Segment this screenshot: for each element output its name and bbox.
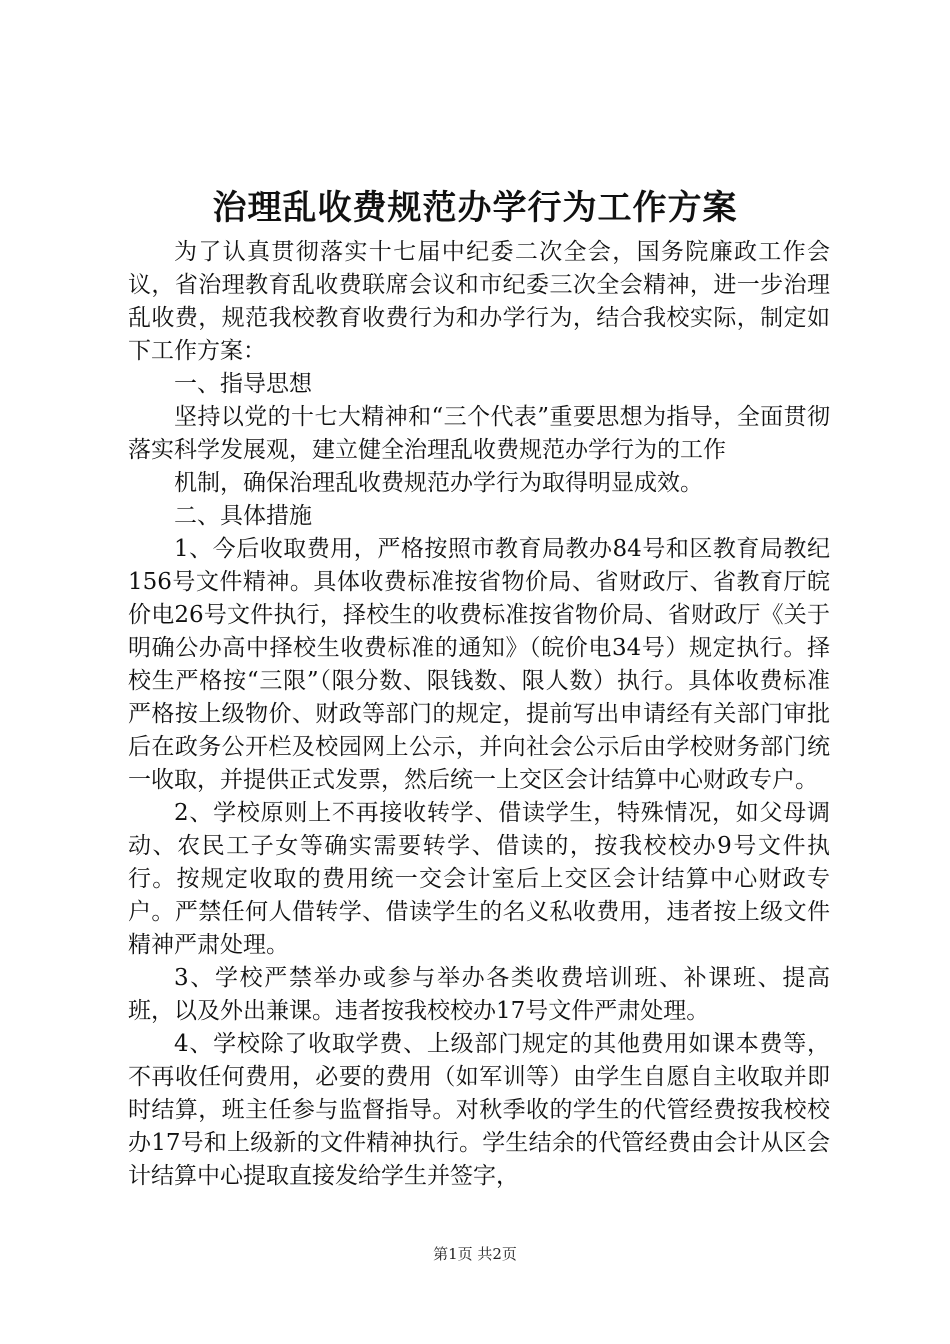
document-title: 治理乱收费规范办学行为工作方案	[212, 188, 738, 228]
paragraph-measure-1: 1、今后收取费用，严格按照市教育局教办84号和区教育局教纪156号文件精神。具体收费标准按省物价局、省财政厅、省教育厅皖价电26号文件执行，择校生的收费标准按省物价局、省财政厅《关于明确公办高中择校生收费标准的通知》（皖价电34号）规定执行。择校生严格按“三限”（限分数、限钱数、限人数）执行。具体收费标准严格按上级物价、财政等部门的规定，提前写出申请经有关部门审批后在政务公开栏及校园网上公示，并向社会公示后由学校财务部门统一收取，并提供正式发票，然后统一上交区会计结算中心财政专户。	[128, 536, 830, 793]
document-body	[128, 236, 830, 1193]
paragraph-measure-4: 4、学校除了收取学费、上级部门规定的其他费用如课本费等，不再收任何费用，必要的费用（如军训等）由学生自愿自主收取并即时结算，班主任参与监督指导。对秋季收的学生的代管经费按我校校办17号和上级新的文件精神执行。学生结余的代管经费由会计从区会计结算中心提取直接发给学生并签字，	[128, 1031, 830, 1189]
section-heading-measures: 二、具体措施	[174, 503, 312, 529]
page-footer: 第1页 共2页	[433, 1245, 517, 1263]
paragraph-intro: 为了认真贯彻落实十七届中纪委二次全会，国务院廉政工作会议，省治理教育乱收费联席会议和市纪委三次全会精神，进一步治理乱收费，规范我校教育收费行为和办学行为，结合我校实际，制定如下工作方案：	[128, 239, 830, 364]
paragraph-measure-3: 3、学校严禁举办或参与举办各类收费培训班、补课班、提高班，以及外出兼课。违者按我校校办17号文件严肃处理。	[128, 965, 830, 1024]
section-heading-guiding-thought: 一、指导思想	[174, 371, 312, 397]
paragraph-mechanism: 机制，确保治理乱收费规范办学行为取得明显成效。	[174, 470, 703, 496]
paragraph-measure-2: 2、学校原则上不再接收转学、借读学生，特殊情况，如父母调动、农民工子女等确实需要转学、借读的，按我校校办9号文件执行。按规定收取的费用统一交会计室后上交区会计结算中心财政专户。严禁任何人借转学、借读学生的名义私收费用，违者按上级文件精神严肃处理。	[128, 800, 830, 958]
paragraph-guiding-thought: 坚持以党的十七大精神和“三个代表”重要思想为指导，全面贯彻落实科学发展观，建立健全治理乱收费规范办学行为的工作	[128, 404, 830, 463]
